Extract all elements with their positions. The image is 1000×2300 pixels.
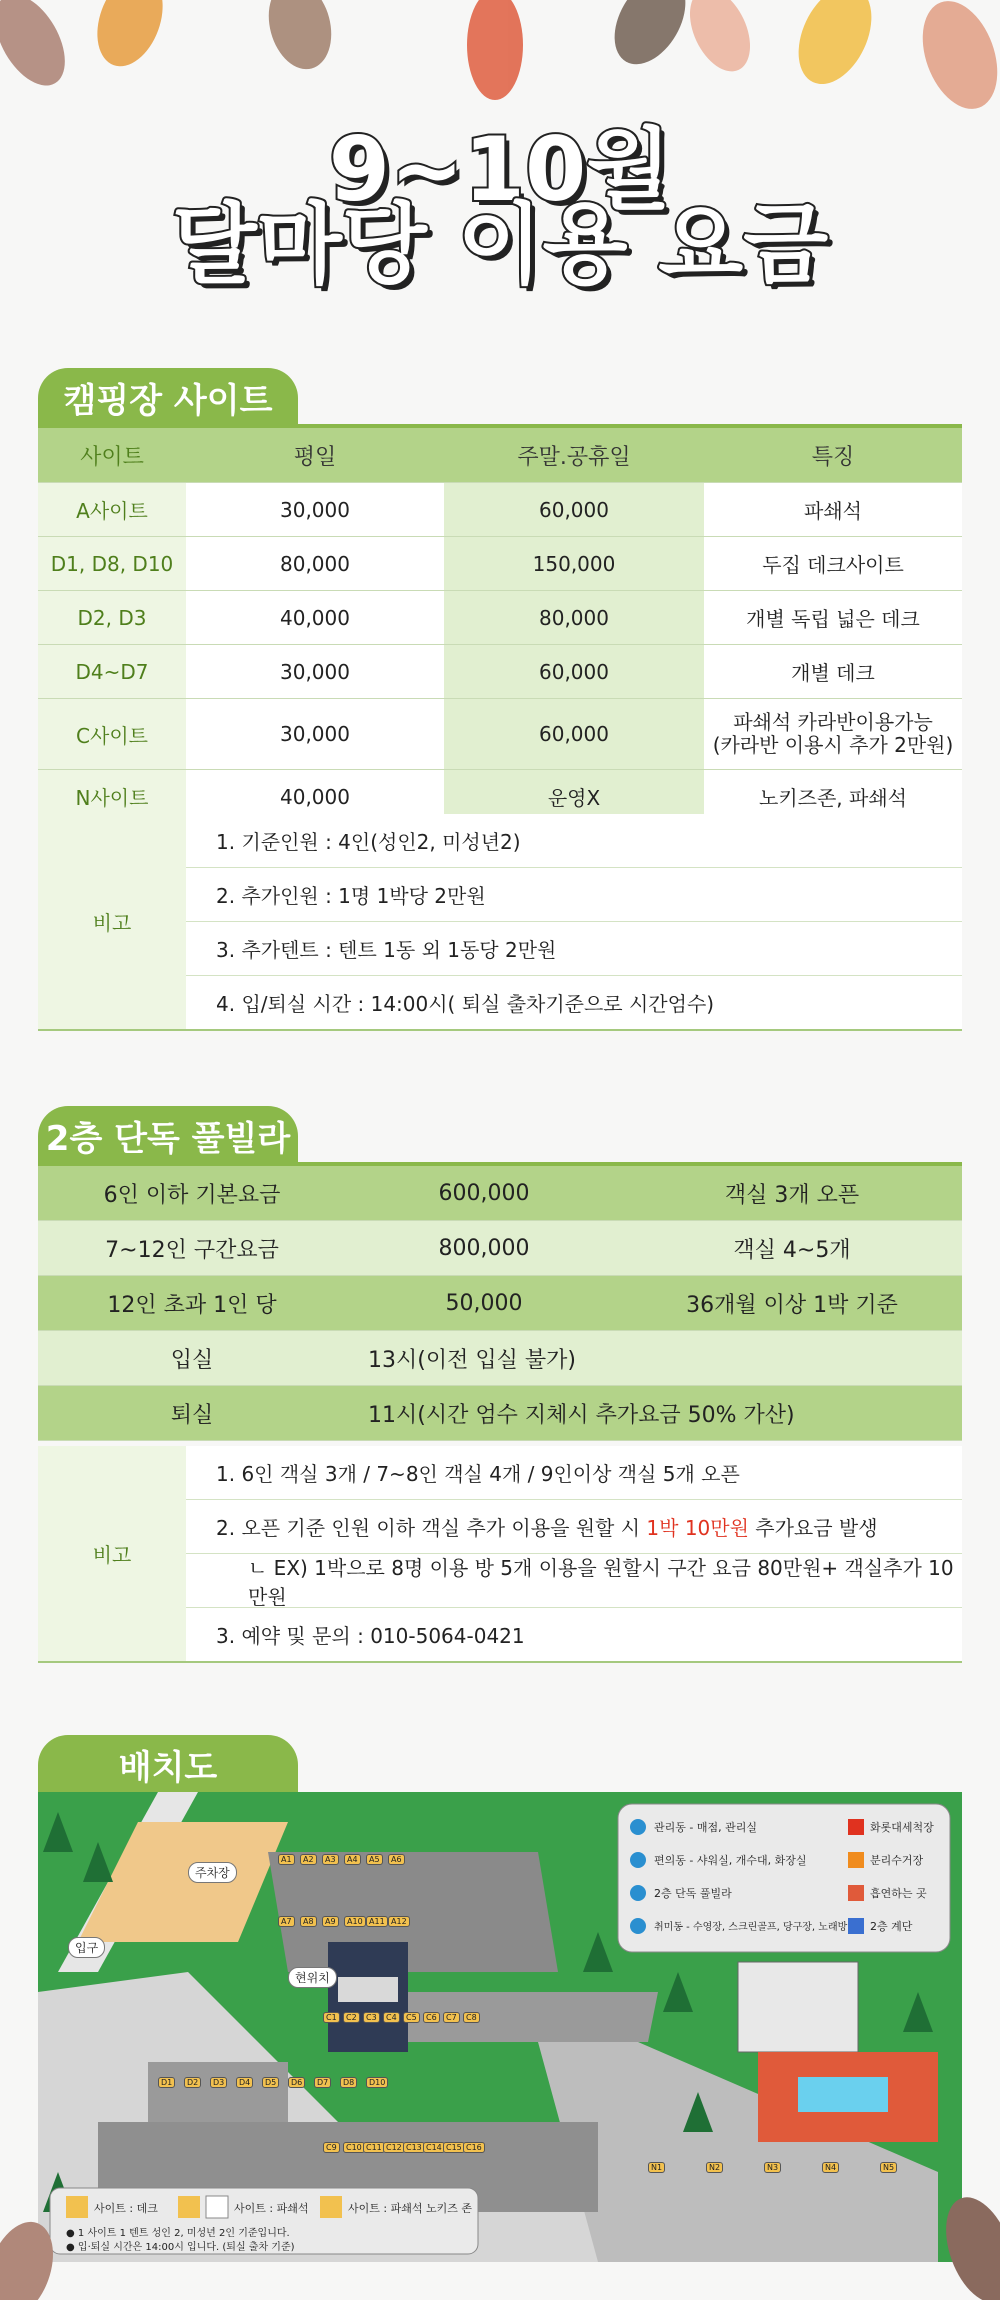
- page-title-main: 달마당 이용 요금: [171, 193, 829, 296]
- note-row: 1. 기준인원 : 4인(성인2, 미성년2): [186, 814, 962, 868]
- page-title-month: 9~10월: [328, 118, 672, 221]
- site-tag: N4: [822, 2162, 839, 2173]
- villa-room-info: 객실 4~5개: [622, 1221, 962, 1276]
- site-name: D2, D3: [38, 591, 186, 645]
- site-tag: D6: [288, 2077, 305, 2088]
- notes-label: 비고: [38, 1446, 186, 1661]
- checkout-time: 11시(시간 엄수 지체시 추가요금 50% 가산): [346, 1386, 962, 1441]
- weekend-price: 80,000: [444, 591, 704, 645]
- table-row: [38, 1331, 962, 1386]
- villa-price: 600,000: [346, 1166, 622, 1221]
- site-tag: C7: [443, 2012, 460, 2023]
- legend-item: 관리동 - 매점, 관리실: [654, 1821, 757, 1834]
- site-tag: C6: [423, 2012, 440, 2023]
- note-row: 1. 6인 객실 3개 / 7~8인 객실 4개 / 9인이상 객실 5개 오픈: [186, 1446, 962, 1500]
- checkin-time: 13시(이전 입실 불가): [346, 1331, 962, 1386]
- villa-tier: 12인 초과 1인 당: [38, 1276, 346, 1331]
- legend-item: 화롯대세척장: [870, 1821, 934, 1834]
- current-location-label: 현위치: [288, 1967, 337, 1988]
- checkin-label: 입실: [38, 1331, 346, 1386]
- feature-line: 파쇄석 카라반이용가능: [733, 710, 933, 734]
- site-name: C사이트: [38, 699, 186, 770]
- site-tag: A10: [344, 1916, 366, 1927]
- site-name: D1, D8, D10: [38, 537, 186, 591]
- site-tag: D5: [262, 2077, 279, 2088]
- site-tag: C12: [383, 2142, 405, 2153]
- weekend-price: 60,000: [444, 699, 704, 770]
- weekday-price: 80,000: [186, 537, 444, 591]
- site-feature: 개별 독립 넓은 데크: [704, 591, 962, 645]
- villa-tier: 7~12인 구간요금: [38, 1221, 346, 1276]
- site-tag: D3: [210, 2077, 227, 2088]
- site-tag: N5: [880, 2162, 897, 2173]
- villa-price: 50,000: [346, 1276, 622, 1331]
- weekend-price: 60,000: [444, 645, 704, 699]
- site-tag: A1: [278, 1854, 295, 1865]
- site-tag: C10: [343, 2142, 365, 2153]
- table-row: [38, 699, 962, 770]
- site-tag: C1: [323, 2012, 340, 2023]
- villa-notes: [38, 1446, 962, 1663]
- tab-camping-sites: 캠핑장 사이트: [38, 368, 298, 426]
- tab-pool-villa: 2층 단독 풀빌라: [38, 1106, 298, 1164]
- site-feature: 노키즈존, 파쇄석: [704, 770, 962, 824]
- site-tag: A5: [366, 1854, 383, 1865]
- notes-label: 비고: [38, 814, 186, 1029]
- note-row: ㄴ EX) 1박으로 8명 이용 방 5개 이용을 원할시 구간 요금 80만원+ 객실추가 10만원: [186, 1554, 962, 1608]
- header-site: 사이트: [38, 428, 186, 483]
- legend-item: 편의동 - 샤워실, 개수대, 화장실: [654, 1854, 807, 1867]
- villa-price-table: [38, 1166, 962, 1441]
- site-tag: A3: [322, 1854, 339, 1865]
- site-name: A사이트: [38, 483, 186, 537]
- site-tag: A9: [322, 1916, 339, 1927]
- feature-note: (카라반 이용시 추가 2만원): [712, 733, 954, 757]
- site-tag: C15: [443, 2142, 465, 2153]
- autumn-leaves-bottom: [0, 2180, 1000, 2300]
- table-header-row: [38, 428, 962, 483]
- weekend-price: 운영X: [444, 770, 704, 824]
- site-tag: C16: [463, 2142, 485, 2153]
- weekend-price: 60,000: [444, 483, 704, 537]
- site-tag: D7: [314, 2077, 331, 2088]
- site-feature: [704, 699, 962, 770]
- note-row: 4. 입/퇴실 시간 : 14:00시( 퇴실 출차기준으로 시간엄수): [186, 976, 962, 1029]
- key-nokids: 사이트 : 파쇄석 노키즈 존: [348, 2202, 472, 2215]
- checkout-label: 퇴실: [38, 1386, 346, 1441]
- camping-notes: [38, 814, 962, 1031]
- table-row: [38, 1221, 962, 1276]
- note-highlight: 1박 10만원: [646, 1516, 749, 1540]
- note-text: 2. 오픈 기준 인원 이하 객실 추가 이용을 원할 시: [216, 1516, 647, 1540]
- key-deck: 사이트 : 데크: [94, 2202, 158, 2215]
- villa-room-info: 객실 3개 오픈: [622, 1166, 962, 1221]
- entrance-label: 입구: [68, 1937, 105, 1958]
- note-row: 3. 예약 및 문의 : 010-5064-0421: [186, 1608, 962, 1661]
- table-row: [38, 645, 962, 699]
- weekday-price: 30,000: [186, 483, 444, 537]
- tab-site-map: 배치도: [38, 1735, 298, 1793]
- site-tag: D2: [184, 2077, 201, 2088]
- table-row: [38, 1386, 962, 1441]
- header-feature: 특징: [704, 428, 962, 483]
- weekday-price: 30,000: [186, 699, 444, 770]
- site-feature: 파쇄석: [704, 483, 962, 537]
- header-weekend: 주말.공휴일: [444, 428, 704, 483]
- site-tag: C5: [403, 2012, 420, 2023]
- weekend-price: 150,000: [444, 537, 704, 591]
- site-tag: N1: [648, 2162, 665, 2173]
- site-tag: C8: [463, 2012, 480, 2023]
- note-text: 추가요금 발생: [748, 1516, 878, 1540]
- camping-price-table: [38, 428, 962, 824]
- note-row: 3. 추가텐트 : 텐트 1동 외 1동당 2만원: [186, 922, 962, 976]
- site-tag: C4: [383, 2012, 400, 2023]
- site-tag: C2: [343, 2012, 360, 2023]
- site-tag: A6: [388, 1854, 405, 1865]
- site-feature: 개별 데크: [704, 645, 962, 699]
- site-tag: N2: [706, 2162, 723, 2173]
- weekday-price: 40,000: [186, 591, 444, 645]
- site-tag: D10: [366, 2077, 388, 2088]
- legend-item: 분리수거장: [870, 1854, 924, 1867]
- site-feature: 두집 데크사이트: [704, 537, 962, 591]
- site-tag: N3: [764, 2162, 781, 2173]
- site-name: N사이트: [38, 770, 186, 824]
- parking-label: 주차장: [188, 1862, 237, 1883]
- header-weekday: 평일: [186, 428, 444, 483]
- table-row: [38, 483, 962, 537]
- site-tag: C9: [323, 2142, 340, 2153]
- villa-price: 800,000: [346, 1221, 622, 1276]
- site-tag: D1: [158, 2077, 175, 2088]
- note-row: [186, 1500, 962, 1554]
- site-tag: A7: [278, 1916, 295, 1927]
- table-row: [38, 1276, 962, 1331]
- site-tag: A2: [300, 1854, 317, 1865]
- site-name: D4~D7: [38, 645, 186, 699]
- weekday-price: 40,000: [186, 770, 444, 824]
- site-tag: C13: [403, 2142, 425, 2153]
- legend-item: 흡연하는 곳: [870, 1887, 927, 1900]
- table-row: [38, 537, 962, 591]
- key-note: ● 1 사이트 1 텐트 성인 2, 미성년 2인 기준입니다.: [66, 2228, 290, 2239]
- site-tag: A4: [344, 1854, 361, 1865]
- weekday-price: 30,000: [186, 645, 444, 699]
- site-tag: C11: [363, 2142, 385, 2153]
- key-note: ● 입·퇴실 시간은 14:00시 입니다. (퇴실 출차 기준): [66, 2242, 295, 2253]
- table-row: [38, 1166, 962, 1221]
- site-tag: A12: [388, 1916, 410, 1927]
- villa-tier: 6인 이하 기본요금: [38, 1166, 346, 1221]
- site-tag: A8: [300, 1916, 317, 1927]
- note-row: 2. 추가인원 : 1명 1박당 2만원: [186, 868, 962, 922]
- site-tag: D8: [340, 2077, 357, 2088]
- legend-item: 2층 계단: [870, 1920, 913, 1933]
- site-tag: D4: [236, 2077, 253, 2088]
- site-tag: A11: [366, 1916, 388, 1927]
- site-tag: C14: [423, 2142, 445, 2153]
- legend-item: 2층 단독 풀빌라: [654, 1887, 732, 1900]
- site-tag: C3: [363, 2012, 380, 2023]
- legend-item: 취미동 - 수영장, 스크린골프, 당구장, 노래방: [654, 1922, 848, 1933]
- villa-room-info: 36개월 이상 1박 기준: [622, 1276, 962, 1331]
- key-gravel: 사이트 : 파쇄석: [234, 2202, 309, 2215]
- table-row: [38, 591, 962, 645]
